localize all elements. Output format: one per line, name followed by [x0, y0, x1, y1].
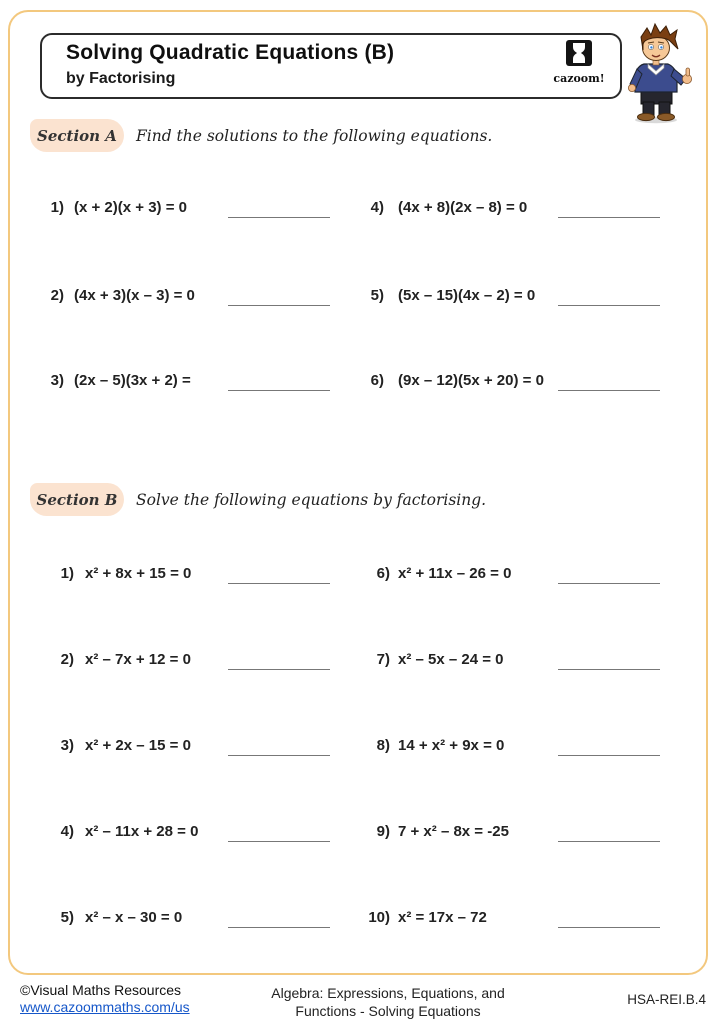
- answer-line: [558, 217, 660, 218]
- problem-a1: [40, 193, 360, 235]
- answer-line: [558, 841, 660, 842]
- answer-line: [228, 583, 330, 584]
- problem-b10: [360, 903, 700, 945]
- problem-number: 9): [376, 823, 390, 840]
- problem-a4: [360, 193, 700, 235]
- problem-number: 8): [376, 737, 390, 754]
- problem-equation: x² + 8x + 15 = 0: [85, 565, 192, 582]
- answer-line: [558, 390, 660, 391]
- problem-b3: [40, 731, 360, 773]
- answer-line: [558, 305, 660, 306]
- problem-b7: [360, 645, 700, 687]
- mascot-character-image: [614, 22, 700, 124]
- problem-b6: [360, 559, 700, 601]
- standard-code: HSA-REI.B.4: [627, 992, 706, 1007]
- answer-line: [228, 390, 330, 391]
- problem-equation: (x + 2)(x + 3) = 0: [74, 199, 187, 216]
- problem-row: [0, 559, 724, 601]
- problem-equation: x² + 11x – 26 = 0: [398, 565, 512, 582]
- problem-equation: (4x + 8)(2x – 8) = 0: [398, 199, 528, 216]
- problem-a3: [40, 366, 360, 408]
- answer-line: [228, 217, 330, 218]
- footer-category: [228, 984, 548, 1020]
- problem-number: 5): [60, 909, 74, 926]
- problem-b8: [360, 731, 700, 773]
- answer-line: [558, 583, 660, 584]
- problem-number: 4): [370, 199, 384, 216]
- problem-equation: (4x + 3)(x – 3) = 0: [74, 287, 195, 304]
- problem-a5: [360, 281, 700, 323]
- problem-b9: [360, 817, 700, 859]
- answer-line: [558, 927, 660, 928]
- cazoom-logo: [552, 40, 606, 85]
- problem-number: 1): [60, 565, 74, 582]
- page-subtitle: by Factorising: [66, 70, 176, 87]
- problem-number: 2): [50, 287, 64, 304]
- problem-equation: x² – 7x + 12 = 0: [85, 651, 191, 668]
- problem-row: [0, 903, 724, 945]
- worksheet-title-box: [40, 33, 622, 99]
- problem-number: 4): [60, 823, 74, 840]
- cazoom-logo-icon: [566, 53, 592, 70]
- section-a-badge: Section A: [30, 119, 124, 152]
- problem-row: [0, 817, 724, 859]
- copyright-text: ©Visual Maths Resources: [20, 982, 182, 998]
- problem-number: 3): [60, 737, 74, 754]
- footer-left: [20, 982, 190, 1016]
- problem-equation: (9x – 12)(5x + 20) = 0: [398, 372, 544, 389]
- problem-equation: (2x – 5)(3x + 2) =: [74, 372, 191, 389]
- problem-row: [0, 731, 724, 773]
- problem-row: [0, 193, 724, 235]
- problem-row: [0, 281, 724, 323]
- problem-a6: [360, 366, 700, 408]
- page-title: Solving Quadratic Equations (B): [66, 41, 395, 64]
- answer-line: [228, 755, 330, 756]
- answer-line: [228, 305, 330, 306]
- section-b-instruction: Solve the following equations by factorising.: [136, 491, 487, 509]
- cazoom-logo-text: cazoom!: [553, 72, 605, 85]
- problem-number: 6): [370, 372, 384, 389]
- section-a-instruction: Find the solutions to the following equations.: [136, 127, 493, 145]
- category-line-2: Functions - Solving Equations: [295, 1003, 481, 1019]
- problem-number: 10): [368, 909, 390, 926]
- section-b-badge: Section B: [30, 483, 124, 516]
- problem-b5: [40, 903, 360, 945]
- problem-number: 2): [60, 651, 74, 668]
- answer-line: [228, 669, 330, 670]
- problem-number: 3): [50, 372, 64, 389]
- problem-b2: [40, 645, 360, 687]
- problem-number: 6): [376, 565, 390, 582]
- problem-number: 5): [370, 287, 384, 304]
- problem-a2: [40, 281, 360, 323]
- answer-line: [228, 841, 330, 842]
- problem-equation: x² = 17x – 72: [398, 909, 487, 926]
- answer-line: [558, 669, 660, 670]
- problem-b1: [40, 559, 360, 601]
- problem-equation: x² – x – 30 = 0: [85, 909, 183, 926]
- problem-equation: 7 + x² – 8x = -25: [398, 823, 509, 840]
- category-line-1: Algebra: Expressions, Equations, and: [271, 985, 505, 1001]
- problem-row: [0, 645, 724, 687]
- cazoommaths-link[interactable]: www.cazoommaths.com/us: [20, 999, 190, 1015]
- answer-line: [228, 927, 330, 928]
- problem-equation: 14 + x² + 9x = 0: [398, 737, 505, 754]
- problem-equation: x² + 2x – 15 = 0: [85, 737, 191, 754]
- problem-equation: x² – 11x + 28 = 0: [85, 823, 199, 840]
- problem-b4: [40, 817, 360, 859]
- problem-number: 7): [376, 651, 390, 668]
- problem-equation: x² – 5x – 24 = 0: [398, 651, 504, 668]
- problem-row: [0, 366, 724, 408]
- answer-line: [558, 755, 660, 756]
- problem-number: 1): [50, 199, 64, 216]
- problem-equation: (5x – 15)(4x – 2) = 0: [398, 287, 536, 304]
